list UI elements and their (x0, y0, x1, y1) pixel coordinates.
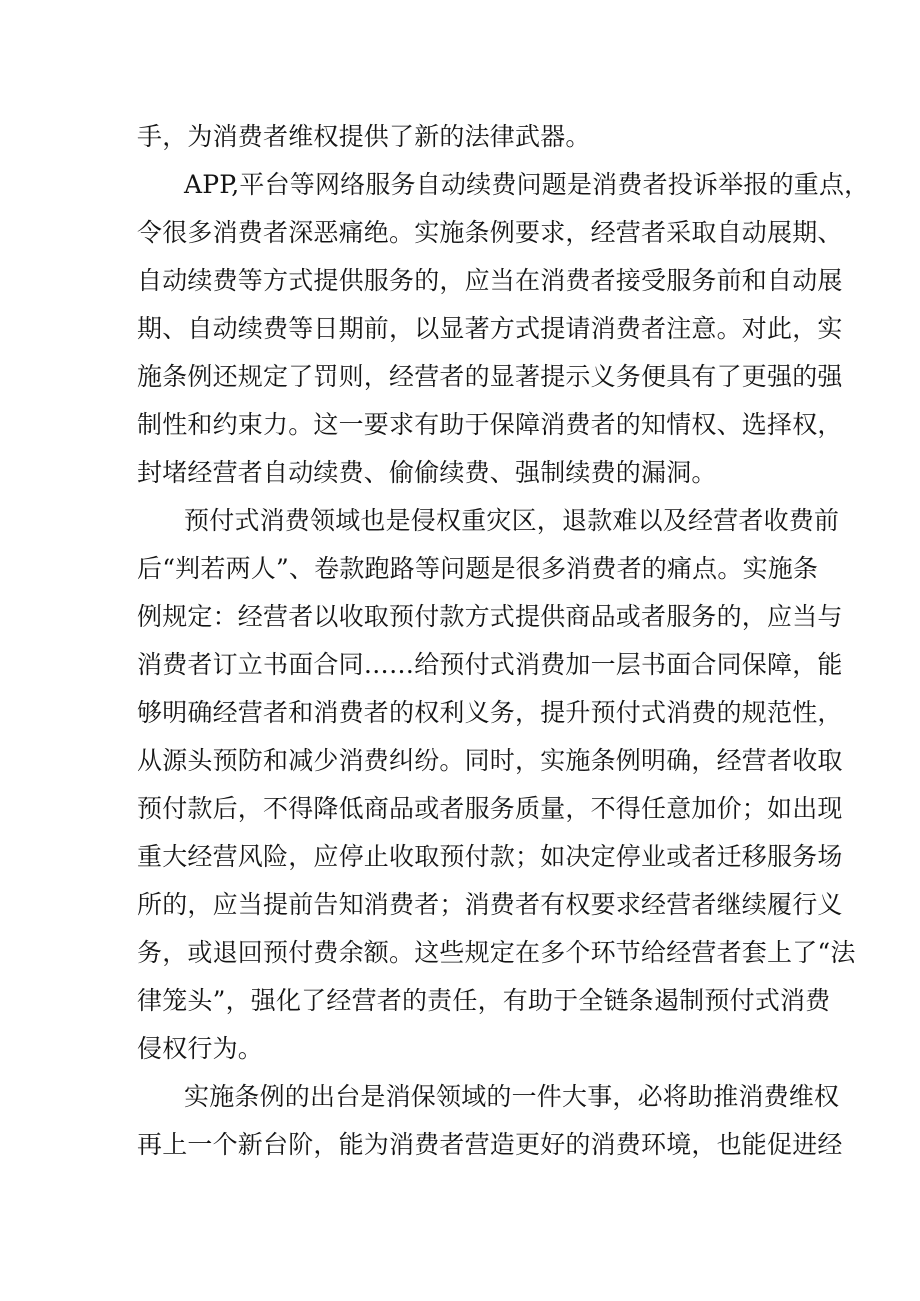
text-line: 期、自动续费等日期前，以显著方式提请消费者注意。对此，实 (137, 314, 843, 343)
text-line: 例规定：经营者以收取预付款方式提供商品或者服务的，应当与 (137, 602, 843, 631)
text-line: 再上一个新台阶，能为消费者营造更好的消费环境，也能促进经 (137, 1130, 843, 1159)
text-line: 预付款后，不得降低商品或者服务质量，不得任意加价；如出现 (137, 794, 843, 823)
text-line: 施条例还规定了罚则，经营者的显著提示义务便具有了更强的强 (137, 362, 843, 391)
text-line: 令很多消费者深恶痛绝。实施条例要求，经营者采取自动展期、 (137, 218, 843, 247)
text-line: 封堵经营者自动续费、偷偷续费、强制续费的漏洞。 (137, 458, 717, 487)
text-line: 够明确经营者和消费者的权利义务，提升预付式消费的规范性， (137, 698, 843, 727)
text-line: 实施条例的出台是消保领域的一件大事，必将助推消费维权 (184, 1082, 840, 1111)
text-line: APP,平台等网络服务自动续费问题是消费者投诉举报的重点， (184, 170, 870, 199)
text-line: 律笼头”，强化了经营者的责任，有助于全链条遏制预付式消费 (137, 986, 831, 1015)
text-line: 所的，应当提前告知消费者；消费者有权要求经营者继续履行义 (137, 890, 843, 919)
text-line: 消费者订立书面合同……给预付式消费加一层书面合同保障，能 (137, 650, 843, 679)
text-line: 手，为消费者维权提供了新的法律武器。 (137, 122, 591, 151)
text-line: 预付式消费领域也是侵权重灾区，退款难以及经营者收费前 (184, 506, 840, 535)
text-line: 从源头预防和减少消费纠纷。同时，实施条例明确，经营者收取 (137, 746, 843, 775)
text-line: 务，或退回预付费余额。这些规定在多个环节给经营者套上了“法 (137, 938, 856, 967)
text-line: 自动续费等方式提供服务的，应当在消费者接受服务前和自动展 (137, 266, 843, 295)
text-line: 制性和约束力。这一要求有助于保障消费者的知情权、选择权， (137, 410, 843, 439)
text-line: 侵权行为。 (137, 1034, 264, 1063)
text-line: 重大经营风险，应停止收取预付款；如决定停业或者迁移服务场 (137, 842, 843, 871)
text-line: 后“判若两人”、卷款跑路等问题是很多消费者的痛点。实施条 (137, 554, 819, 583)
